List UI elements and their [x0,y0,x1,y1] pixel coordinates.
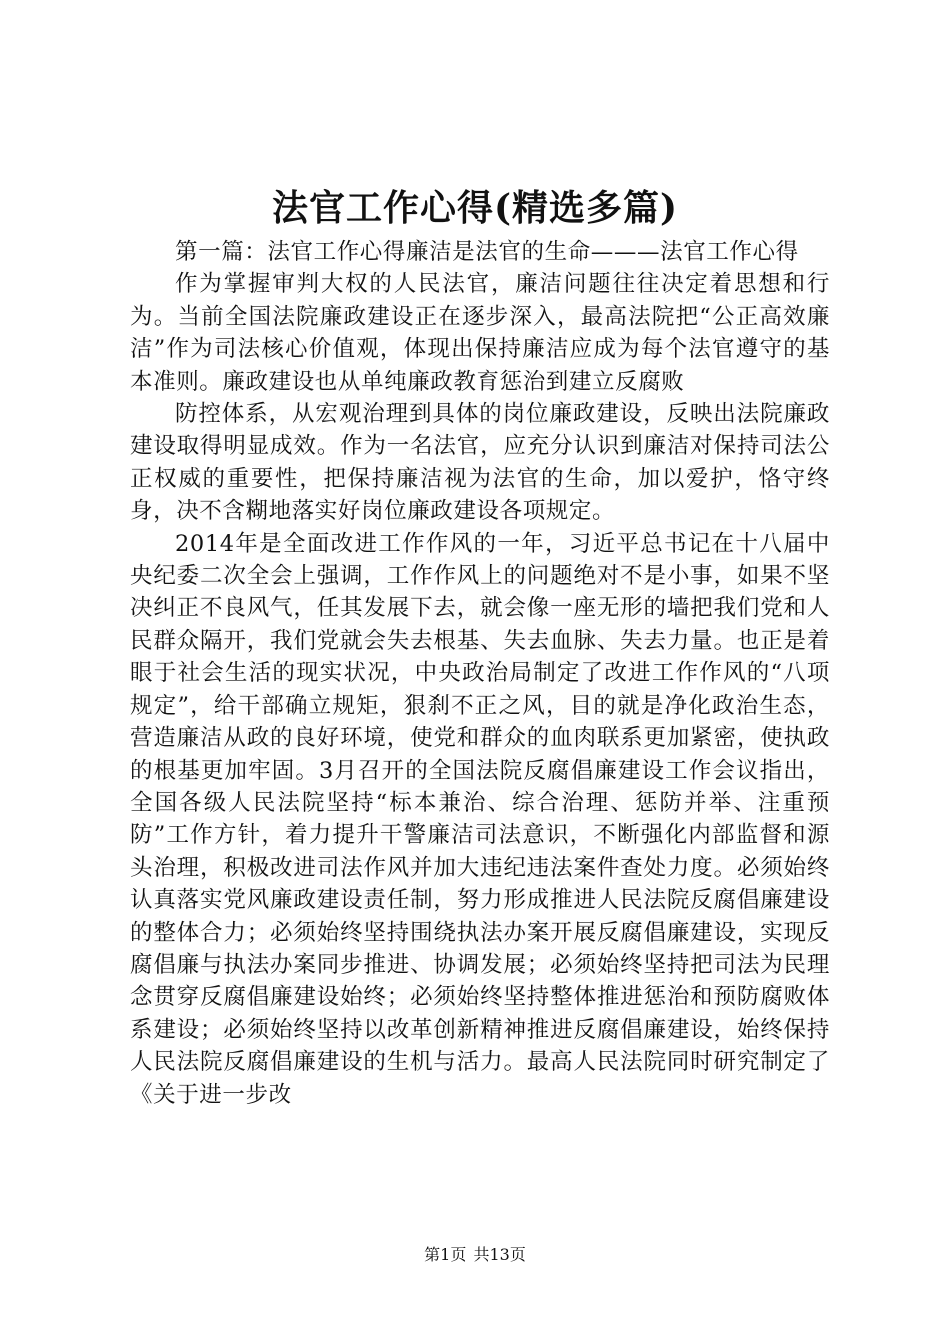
document-body [130,236,830,1111]
paragraph-4: 2014年是全面改进工作作风的一年，习近平总书记在十八届中央纪委二次全会上强调，工作作风上的问题绝对不是小事，如果不坚决纠正不良风气，任其发展下去，就会像一座无形的墙把我们党和人民群众隔开，我们党就会失去根基、失去血脉、失去力量。也正是着眼于社会生活的现实状况，中央政治局制定了改进工作作风的“八项规定”，给干部确立规矩，狠刹不正之风，目的就是净化政治生态，营造廉洁从政的良好环境，使党和群众的血肉联系更加紧密，使执政的根基更加牢固。3月召开的全国法院反腐倡廉建设工作会议指出，全国各级人民法院坚持“标本兼治、综合治理、惩防并举、注重预防”工作方针，着力提升干警廉洁司法意识，不断强化内部监督和源头治理，积极改进司法作风并加大违纪违法案件查处力度。必须始终认真落实党风廉政建设责任制，努力形成推进人民法院反腐倡廉建设的整体合力；必须始终坚持围绕执法办案开展反腐倡廉建设，实现反腐倡廉与执法办案同步推进、协调发展；必须始终坚持把司法为民理念贯穿反腐倡廉建设始终；必须始终坚持整体推进惩治和预防腐败体系建设；必须始终坚持以改革创新精神推进反腐倡廉建设，始终保持人民法院反腐倡廉建设的生机与活力。最高人民法院同时研究制定了《关于进一步改 [130,530,830,1108]
paragraph-3: 防控体系，从宏观治理到具体的岗位廉政建设，反映出法院廉政建设取得明显成效。作为一名法官，应充分认识到廉洁对保持司法公正权威的重要性，把保持廉洁视为法官的生命，加以爱护，恪守终身，决不含糊地落实好岗位廉政建设各项规定。 [130,401,830,525]
page-number: 第1页 [424,1245,467,1264]
page-total: 共13页 [473,1245,526,1264]
document-title: 法官工作心得(精选多篇) [271,187,679,229]
paragraph-1: 第一篇：法官工作心得廉洁是法官的生命———法官工作心得 [175,239,799,265]
paragraph-2: 作为掌握审判大权的人民法官，廉洁问题往往决定着思想和行为。当前全国法院廉政建设正在逐步深入，最高法院把“公正高效廉洁”作为司法核心价值观，体现出保持廉洁应成为每个法官遵守的基本准则。廉政建设也从单纯廉政教育惩治到建立反腐败 [130,271,830,395]
page-footer [0,1244,950,1266]
